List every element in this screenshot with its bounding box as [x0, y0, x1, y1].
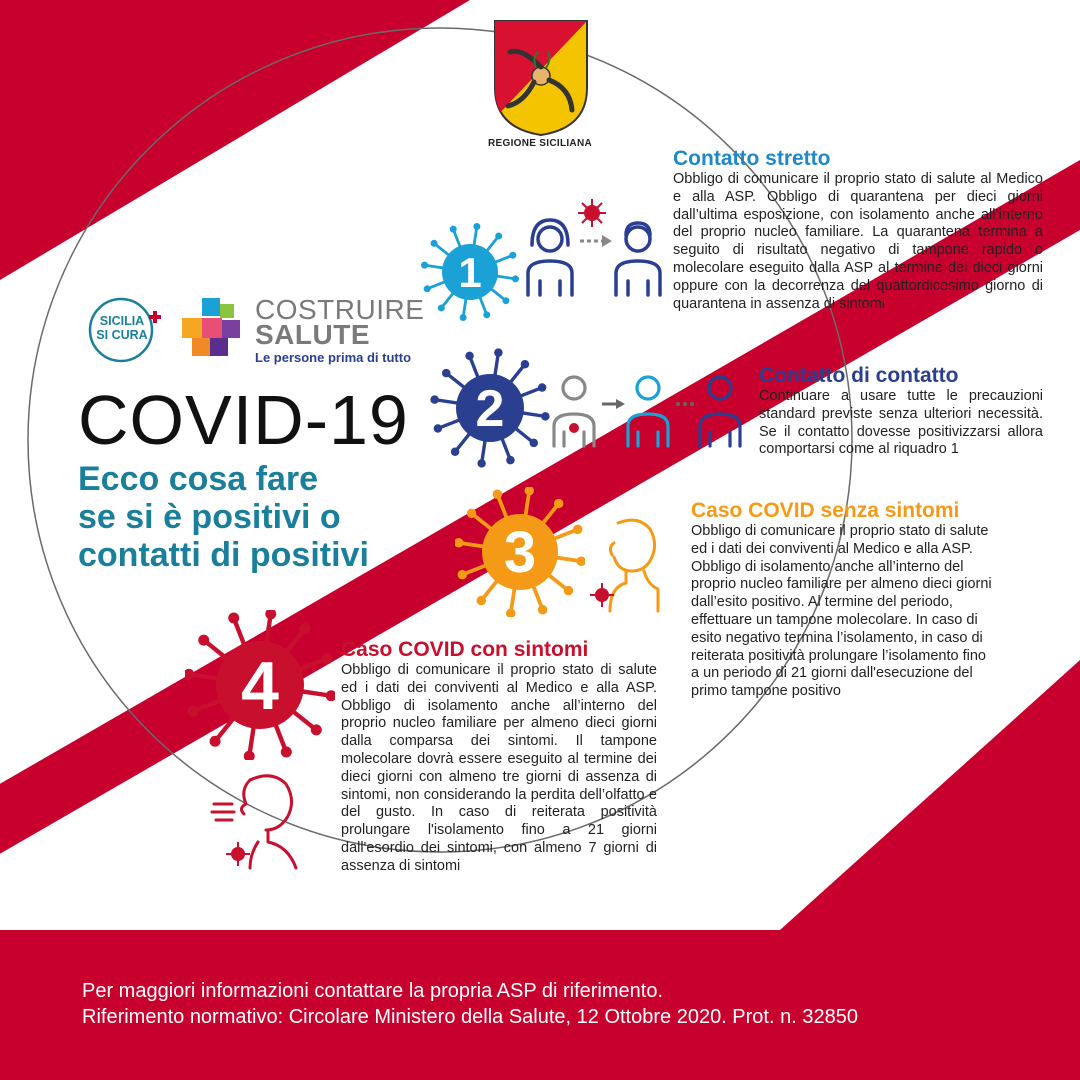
contact-chain-icon — [552, 368, 744, 448]
sicilia-line1: SICILIA — [99, 314, 145, 328]
subtitle-line2: se si è positivi o — [78, 498, 341, 536]
arrow-right-icon — [616, 399, 625, 409]
section-heading: Caso COVID con sintomi — [341, 638, 589, 661]
subtitle-line1: Ecco cosa fare — [78, 460, 319, 498]
virus-icon — [430, 348, 550, 468]
page-subtitle — [78, 460, 369, 574]
section-4-number: 4 — [241, 648, 279, 724]
section-contatto-stretto — [673, 147, 1043, 313]
tagline: Le persone prima di tutto — [255, 350, 412, 365]
footer-line2: Riferimento normativo: Circolare Ministero della Salute, 12 Ottobre 2020. Prot. n. 32850 — [82, 1006, 858, 1028]
costruire-text: COSTRUIRE — [255, 294, 425, 325]
sicilia-si-cura-text — [88, 314, 156, 342]
footer-text — [82, 978, 858, 1030]
footer-bar — [0, 930, 1080, 1080]
contact-transmission-icon — [520, 195, 670, 300]
section-contatto-di-contatto — [759, 364, 1043, 459]
virus-icon — [185, 610, 335, 760]
section-heading: Caso COVID senza sintomi — [691, 499, 960, 522]
section-heading: Contatto stretto — [673, 147, 831, 170]
page-title: COVID-19 — [78, 381, 409, 459]
section-text: Continuare a usare tutte le precauzioni standard previste senza ulteriori necessità. Se il contatto dovesse positivizzarsi allora comportarsi come al riquadro 1 — [759, 388, 1043, 458]
section-caso-con-sintomi — [341, 638, 657, 876]
costruire-salute-logo-icon — [178, 296, 248, 362]
person-icon — [588, 513, 663, 613]
virus-icon — [420, 222, 520, 322]
sicily-coat-of-arms-icon — [492, 18, 590, 138]
section-heading: Contatto di contatto — [759, 364, 959, 387]
footer-line1: Per maggiori informazioni contattare la propria ASP di riferimento. — [82, 980, 664, 1002]
virus-icon — [455, 487, 585, 617]
subtitle-line3: contatti di positivi — [78, 536, 369, 574]
section-text: Obbligo di comunicare il proprio stato di salute ed i dati dei conviventi al Medico e alla ASP. Obbligo di isolamento anche all’interno del proprio nucleo familiare per almeno dieci giorni dall’esito positivo. Al termine del periodo, effettuare un tampone molecolare. In caso di esito negativo termina l’isolamento, in caso di reiterata positività prolungare l’isolamento fino a un periodo di 21 giorni dall'esecuzione del primo tampone positivo — [691, 523, 992, 700]
sneezing-person-icon — [210, 768, 310, 873]
salute-text: SALUTE — [255, 319, 370, 350]
sicilia-line2: SI CURA — [96, 328, 148, 342]
section-2-number: 2 — [475, 380, 505, 438]
section-text: Obbligo di comunicare il proprio stato di salute ed i dati dei conviventi al Medico e alla ASP. Obbligo di isolamento anche all’interno del proprio nucleo familiare per almeno dieci giorni dalla comparsa dei sintomi. Il tampone molecolare dovrà essere eseguito al termine dei dieci giorni con almeno tre giorni di assenza di sintomi, non considerando la perdita dell’olfatto e del gusto. In caso di reiterata positività prolungare l'isolamento fino a 21 giorni dall'esordio dei sintomi, con almeno 7 giorni di assenza di sintomi — [341, 662, 657, 874]
section-text: Obbligo di comunicare il proprio stato di salute al Medico e alla ASP. Obbligo di quarantena per dieci giorni dall’ultima esposizione, con isolamento anche all’interno del proprio nucleo familiare. La quarantena termina a seguito di risultato negativo di tampone rapido o molecolare eseguito dalla ASP al termine dei dieci giorni oppure con la decorrenza del quattordicesimo giorno di quarantena in assenza di sintomi — [673, 171, 1043, 312]
region-name: REGIONE SICILIANA — [488, 138, 592, 149]
arrow-right-icon — [602, 235, 612, 247]
section-3-number: 3 — [503, 520, 537, 585]
section-caso-senza-sintomi — [691, 499, 994, 701]
section-1-number: 1 — [458, 249, 482, 296]
